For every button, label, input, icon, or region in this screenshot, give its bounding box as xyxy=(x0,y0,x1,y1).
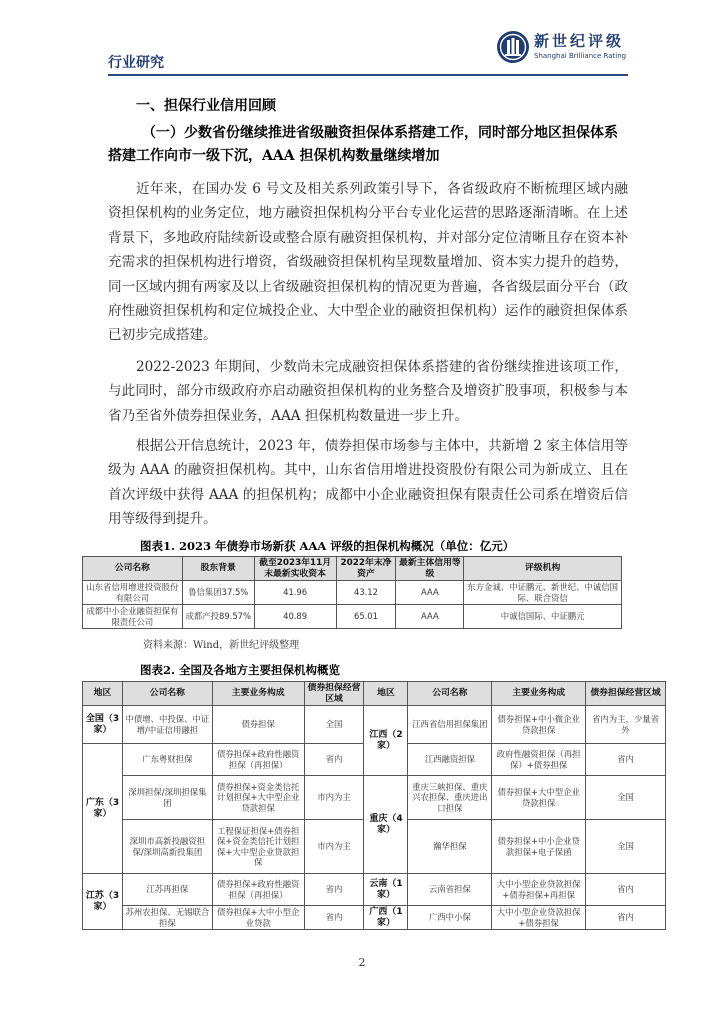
table-cell: 债券担保 xyxy=(212,706,304,744)
table-header-cell: 公司名称 xyxy=(83,557,183,581)
table-row xyxy=(83,706,666,744)
table-cell: 省内为主，少量省外 xyxy=(586,706,666,744)
table-cell: 大中小型企业贷款担保+债券担保+再担保 xyxy=(492,874,586,906)
paragraph: 根据公开信息统计，2023 年，债券担保市场参与主体中，共新增 2 家主体信用等级为 AAA 的融资担保机构。其中，山东省信用增进投资股份有限公司为新成立、且在首次评级中获得 AAA 的担保机构；成都中小企业融资担保有限责任公司系在增资后信用等级得到提升。 xyxy=(108,438,628,528)
region-cell: 江苏（3家） xyxy=(83,874,123,930)
region-cell: 重庆（4家） xyxy=(364,776,408,874)
table-cell: 成都产投89.57% xyxy=(182,605,254,629)
table-cell: 深圳市高新投融资担保/深圳高新投集团 xyxy=(122,820,212,874)
page-number: 2 xyxy=(358,956,366,969)
table-cell: AAA xyxy=(396,581,464,605)
table-cell: 债券担保+政府性融资担保（再担保） xyxy=(212,874,304,906)
table-cell: 债券担保+大中小型企业贷款 xyxy=(212,906,304,930)
heading-2: （一）少数省份继续推进省级融资担保体系搭建工作，同时部分地区担保体系搭建工作向市一级下沉，AAA 担保机构数量继续增加 xyxy=(108,125,618,164)
table-cell: 41.96 xyxy=(254,581,336,605)
table2-caption: 图表2. 全国及各地方主要担保机构概览 xyxy=(140,663,341,677)
table-cell: 成都中小企业融资担保有限责任公司 xyxy=(83,605,183,629)
header-rule xyxy=(108,74,628,76)
table-header-row xyxy=(83,682,666,706)
table-row xyxy=(83,874,666,906)
table-cell: 40.89 xyxy=(254,605,336,629)
table-header-cell: 评级机构 xyxy=(464,557,622,581)
table-header-cell: 债券担保经营区域 xyxy=(586,682,666,706)
table-header-cell: 地区 xyxy=(83,682,123,706)
region-cell: 江西（2家） xyxy=(364,706,408,776)
table-cell: 云南省担保 xyxy=(408,874,492,906)
table-header-cell: 公司名称 xyxy=(122,682,212,706)
table-cell: 深圳担保/深圳担保集团 xyxy=(122,776,212,820)
table-cell: 全国 xyxy=(304,706,364,744)
paragraph: 近年来，在国办发 6 号文及相关系列政策引导下，各省级政府不断梳理区域内融资担保机构的业务定位，地方融资担保机构分平台专业化运营的思路逐渐清晰。在上述背景下，多地政府陆续新设或整合原有融资担保机构，并对部分定位清晰且存在资本补充需求的担保机构进行增资，省级融资担保机构呈现数量增加、资本实力提升的趋势，同一区域内拥有两家及以上省级融资担保机构的情况更为普遍，各省级层面分平台（政府性融资担保机构和定位城投企业、大中型企业的融资担保机构）运作的融资担保体系已初步完成搭建。 xyxy=(108,181,628,344)
table-cell: 瀚华担保 xyxy=(408,820,492,874)
table-header-cell: 地区 xyxy=(364,682,408,706)
table-header-cell: 债券担保经营区域 xyxy=(304,682,364,706)
region-cell: 云南（1家） xyxy=(364,874,408,906)
table-cell: 43.12 xyxy=(336,581,396,605)
table-cell: 债券担保+大中型企业贷款担保 xyxy=(492,776,586,820)
table-cell: 广东粤财担保 xyxy=(122,744,212,776)
table-cell: 65.01 xyxy=(336,605,396,629)
table-row xyxy=(83,906,666,930)
table-cell: 省内 xyxy=(586,874,666,906)
table-cell: 全国 xyxy=(586,820,666,874)
table-cell: 债券担保+中小企业贷款担保+电子保函 xyxy=(492,820,586,874)
section-title: 行业研究 xyxy=(108,55,164,71)
table-cell: 债券担保+政府性融资担保（再担保） xyxy=(212,744,304,776)
table-cell: AAA xyxy=(396,605,464,629)
region-cell: 全国（3家） xyxy=(83,706,123,744)
table-cell: 山东省信用增进投资股份有限公司 xyxy=(83,581,183,605)
table-cell: 江苏再担保 xyxy=(122,874,212,906)
table-header-cell: 截至2023年11月末最新实收资本 xyxy=(254,557,336,581)
company-logo xyxy=(496,28,628,72)
table-row xyxy=(83,776,666,820)
table-cell: 政府性融资担保（再担保）+债券担保 xyxy=(492,744,586,776)
logo-cn-text: 新世纪评级 xyxy=(534,32,625,50)
table-cell: 中债增、中投保、中证增/中证信用融担 xyxy=(122,706,212,744)
region-cell: 广东（3家） xyxy=(83,744,123,874)
table-header-cell: 最新主体信用等级 xyxy=(396,557,464,581)
table-header-row xyxy=(83,557,622,581)
table-header-cell: 2022年末净资产 xyxy=(336,557,396,581)
table-cell: 省内 xyxy=(304,744,364,776)
table-cell: 东方金诚、中证鹏元、新世纪、中诚信国际、联合资信 xyxy=(464,581,622,605)
table-cell: 中诚信国际、中证鹏元 xyxy=(464,605,622,629)
table-row xyxy=(83,581,622,605)
table-cell: 债券担保+资金类信托计划担保+大中型企业贷款担保 xyxy=(212,776,304,820)
table-cell: 市内为主 xyxy=(304,776,364,820)
logo-emblem-icon xyxy=(496,30,530,64)
table-cell: 江西融资担保 xyxy=(408,744,492,776)
table-cell: 全国 xyxy=(586,776,666,820)
table-cell: 市内为主 xyxy=(304,820,364,874)
table-cell: 省内 xyxy=(304,874,364,906)
table1-source: 资料来源：Wind，新世纪评级整理 xyxy=(143,640,300,651)
table-row xyxy=(83,605,622,629)
paragraph: 2022-2023 年期间，少数尚未完成融资担保体系搭建的省份继续推进该项工作，与此同时，部分市级政府亦启动融资担保机构的业务整合及增资扩股事项，积极参与本省乃至省外债券担保业务，AAA 担保机构数量进一步上升。 xyxy=(108,359,628,424)
table-cell: 工程保证担保+债券担保+资金类信托计划担保+大中型企业贷款担保 xyxy=(212,820,304,874)
logo-en-text: Shanghai Brilliance Rating xyxy=(534,52,627,60)
table-cell: 省内 xyxy=(586,906,666,930)
table-cell: 江西省信用担保集团 xyxy=(408,706,492,744)
table-cell: 苏州农担保、无锡联合担保 xyxy=(122,906,212,930)
table-header-cell: 主要业务构成 xyxy=(212,682,304,706)
heading-1: 一、担保行业信用回顾 xyxy=(136,98,276,114)
page-header xyxy=(108,28,628,80)
table-cell: 省内 xyxy=(304,906,364,930)
region-cell: 广西（1家） xyxy=(364,906,408,930)
table-header-cell: 股东背景 xyxy=(182,557,254,581)
table-header-cell: 公司名称 xyxy=(408,682,492,706)
table-cell: 债券担保+中小微企业贷款担保 xyxy=(492,706,586,744)
table-cell: 广西中小保 xyxy=(408,906,492,930)
table1-caption: 图表1. 2023 年债券市场新获 AAA 评级的担保机构概况（单位：亿元） xyxy=(140,539,515,553)
table2 xyxy=(82,681,666,930)
table-cell: 鲁信集团37.5% xyxy=(182,581,254,605)
table1 xyxy=(82,556,622,629)
table-header-cell: 主要业务构成 xyxy=(492,682,586,706)
table-cell: 重庆三峡担保、重庆兴农担保、重庆进出口担保 xyxy=(408,776,492,820)
table-cell: 省内 xyxy=(586,744,666,776)
table-cell: 大中小型企业贷款担保+债券担保 xyxy=(492,906,586,930)
